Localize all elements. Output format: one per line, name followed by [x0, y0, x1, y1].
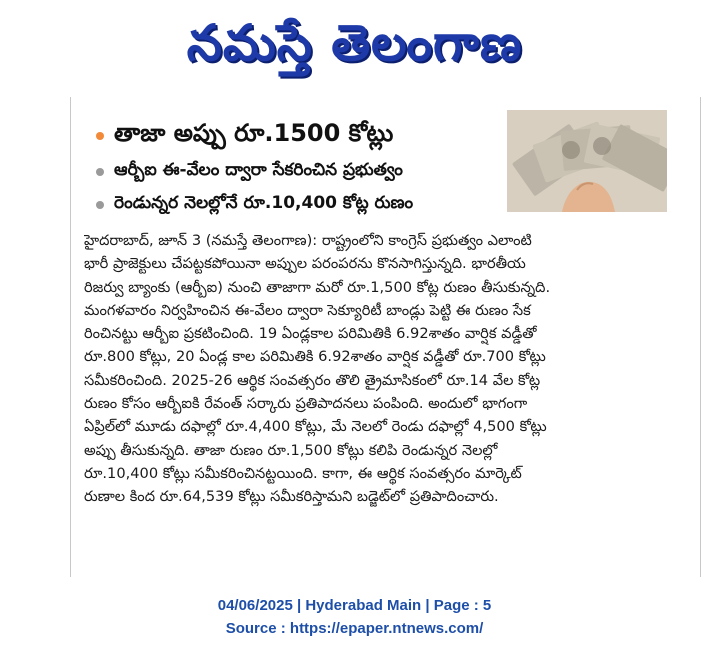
masthead — [0, 0, 709, 86]
article-line: హైదరాబాద్, జూన్ 3 (నమస్తే తెలంగాణ): రాష్ట్రంలోని కాంగ్రెస్ ప్రభుత్వం ఎలాంటి — [84, 232, 532, 249]
article-line: మంగళవారం నిర్వహించిన ఈ-వేలం ద్వారా సెక్యూరిటీ బాండ్లు పెట్టి ఈ రుణం సేక — [84, 301, 531, 319]
article-line: రుణాల కింద రూ.64,539 కోట్లు సమీకరిస్తామని బడ్జెట్‌లో ప్రతిపాదించారు. — [84, 488, 499, 506]
article-line: భారీ ప్రాజెక్టులు చేపట్టకపోయినా అప్పుల పరంపరను కొనసాగిస్తున్నది. భారతీయ — [84, 255, 526, 273]
bullet-icon — [96, 132, 104, 140]
headline-sub2: రెండున్నర నెలల్లోనే రూ.10,400 కోట్ల రుణం — [114, 193, 414, 213]
footer-source: Source : https://epaper.ntnews.com/ — [225, 620, 484, 637]
article-line: రిజర్వు బ్యాంకు (ఆర్బీఐ) నుంచి తాజాగా మరో రూ.1,500 కోట్ల రుణం తీసుకున్నది. — [84, 278, 551, 296]
money-notes-image — [507, 110, 667, 212]
article-line: ఏప్రిల్‌లో మూడు దఫాల్లో రూ.4,400 కోట్లు, మే నెలలో రెండు దఫాల్లో 4,500 కోట్లు — [84, 418, 547, 436]
headline-sub2-row — [96, 193, 413, 217]
headline-main-row — [96, 119, 393, 153]
bullet-icon — [96, 201, 104, 209]
article-line: రూ.800 కోట్లు, 20 ఏండ్ల కాల పరిమితికి 6.92శాతం వార్షిక వడ్డీతో రూ.700 కోట్లు — [84, 348, 546, 366]
headline-sub1: ఆర్బీఐ ఈ-వేలం ద్వారా సేకరించిన ప్రభుత్వం — [114, 160, 403, 180]
headline-sub1-row — [96, 160, 403, 184]
article-line: రుణం కోసం ఆర్బీఐకి రేవంత్ సర్కారు ప్రతిపాదనలు పంపింది. అందులో భాగంగా — [84, 395, 528, 413]
article-body — [84, 229, 696, 509]
article-line: రూ.10,400 కోట్లు సమీకరించినట్టయింది. కాగా, ఈ ఆర్థిక సంవత్సరం మార్కెట్ — [84, 464, 522, 482]
article-line: రించినట్టు ఆర్బీఐ ప్రకటించింది. 19 ఏండ్లకాల పరిమితికి 6.92శాతం వార్షిక వడ్డీతో — [84, 325, 537, 343]
money-notes-icon — [507, 110, 667, 212]
bullet-icon — [96, 168, 104, 176]
masthead-title: నమస్తే తెలంగాణ — [186, 14, 523, 72]
article-line: సమీకరించింది. 2025-26 ఆర్థిక సంవత్సరం తొలి త్రైమాసికంలో రూ.14 వేల కోట్ల — [84, 371, 541, 389]
footer-date-edition: 04/06/2025 | Hyderabad Main | Page : 5 — [217, 597, 492, 614]
article-line: అప్పు తీసుకున్నది. తాజా రుణం రూ.1,500 కోట్లు కలిపి రెండున్నర నెలల్లో — [84, 441, 498, 459]
headline-main: తాజా అప్పు రూ.1500 కోట్లు — [114, 119, 394, 147]
